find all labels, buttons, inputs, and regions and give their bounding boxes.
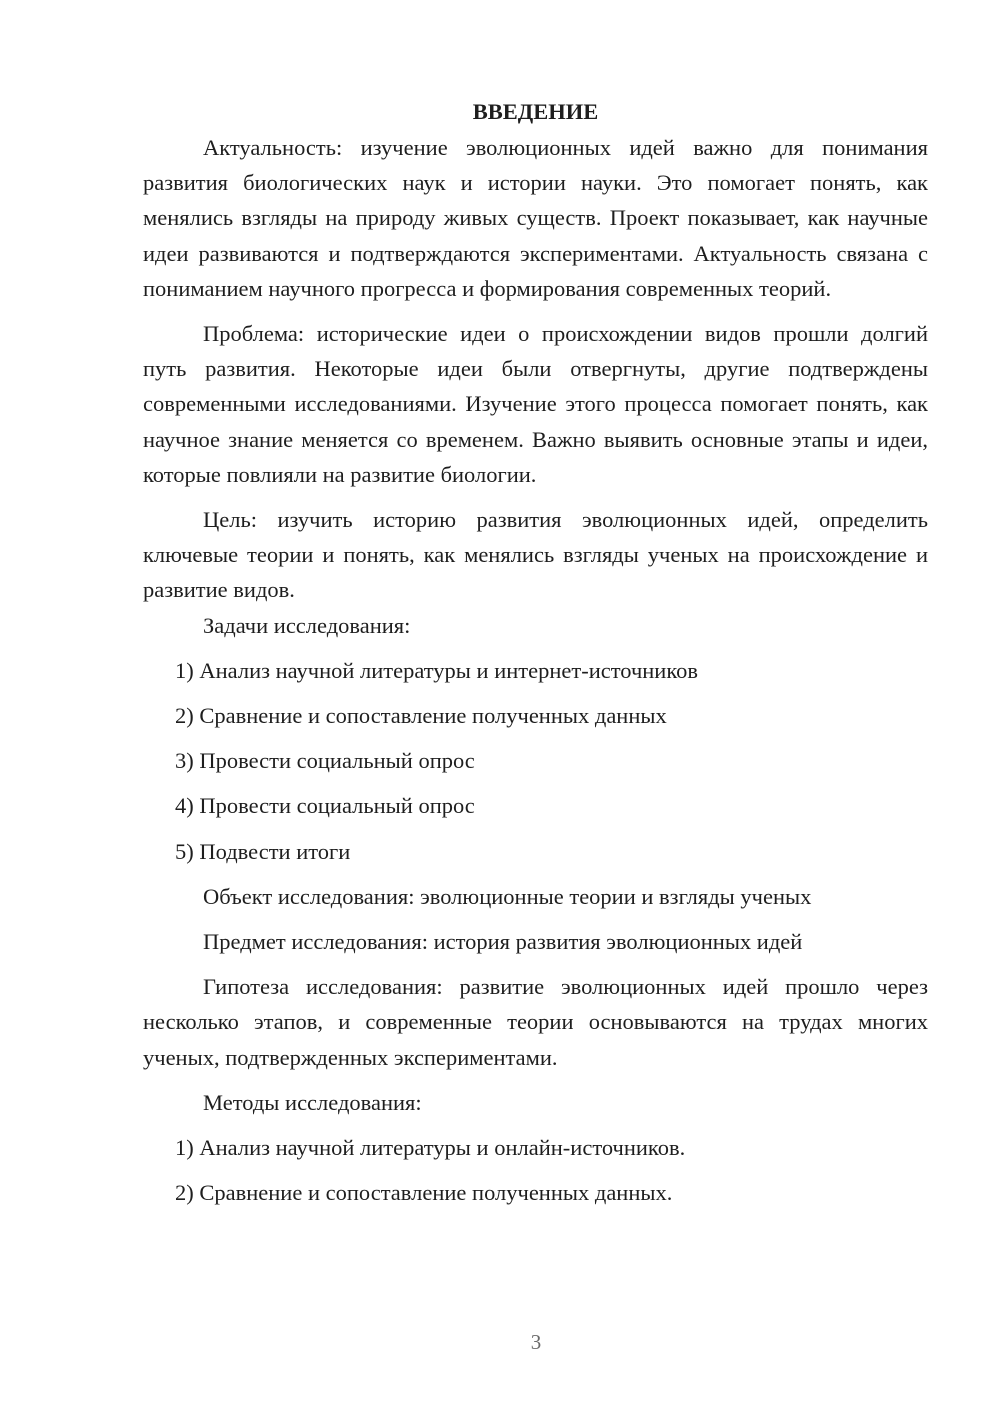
goal-paragraph: Цель: изучить историю развития эволюционных идей, определить ключевые теории и понять, как менялись взгляды ученых на происхождение и развитие видов. bbox=[143, 507, 928, 603]
hypothesis-paragraph: Гипотеза исследования: развитие эволюционных идей прошло через несколько этапов, и современные теории основываются на трудах многих ученых, подтвержденных экспериментами. bbox=[143, 974, 928, 1070]
research-subject: Предмет исследования: история развития эволюционных идей bbox=[203, 929, 803, 955]
relevance-paragraph: Актуальность: изучение эволюционных идей важно для понимания развития биологических наук и истории науки. Это помогает понять, как менялись взгляды на природу живых существ. Проект показывает, как научные идеи развиваются и подтверждаются экспериментами. Актуальность связана с пониманием научного прогресса и формирования современных теорий. bbox=[143, 135, 928, 301]
document-body bbox=[143, 94, 928, 1210]
tasks-title: Задачи исследования: bbox=[203, 612, 411, 638]
task-item-5: 5) Подвести итоги bbox=[175, 838, 351, 864]
task-item-4: 4) Провести социальный опрос bbox=[175, 793, 475, 819]
method-item-2: 2) Сравнение и сопоставление полученных данных. bbox=[175, 1180, 673, 1206]
page-number: 3 bbox=[530, 1330, 542, 1354]
problem-paragraph: Проблема: исторические идеи о происхождении видов прошли долгий путь развития. Некоторые идеи были отвергнуты, другие подтверждены современными исследованиями. Изучение этого процесса помогает понять, как научное знание меняется со временем. Важно выявить основные этапы и идеи, которые повлияли на развитие биологии. bbox=[143, 321, 928, 487]
task-item-1: 1) Анализ научной литературы и интернет-источников bbox=[175, 657, 699, 683]
task-item-2: 2) Сравнение и сопоставление полученных данных bbox=[175, 703, 667, 729]
section-heading: ВВЕДЕНИЕ bbox=[472, 99, 599, 124]
method-item-1: 1) Анализ научной литературы и онлайн-источников. bbox=[175, 1135, 686, 1161]
task-item-3: 3) Провести социальный опрос bbox=[175, 748, 475, 774]
research-object: Объект исследования: эволюционные теории и взгляды ученых bbox=[203, 883, 812, 909]
methods-title: Методы исследования: bbox=[203, 1089, 422, 1115]
